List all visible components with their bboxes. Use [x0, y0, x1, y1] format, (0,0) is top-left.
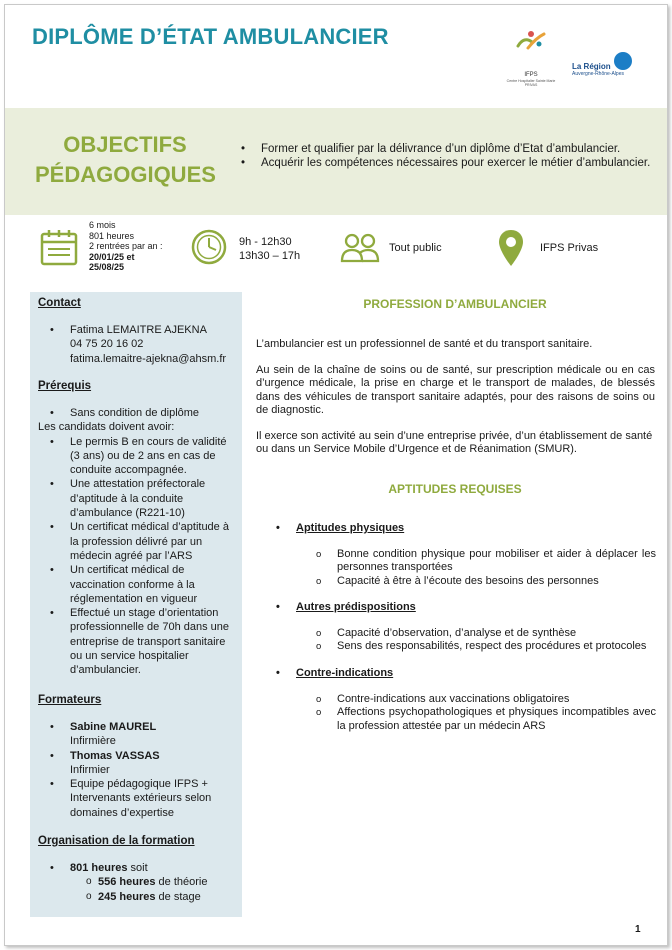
- formateur-item: [38, 749, 238, 778]
- total-hours-suffix: soit: [127, 862, 148, 874]
- schedule-line: 9h - 12h30: [239, 236, 292, 248]
- aptitude-group-title: • Autres prédispositions: [276, 601, 416, 613]
- aptitude-item: o Capacité à être à l’écoute des besoins des personnes: [316, 575, 656, 588]
- contact-list: [38, 323, 238, 366]
- prerequis-item: • Sans condition de diplôme: [38, 406, 238, 420]
- objectifs-list: [241, 142, 651, 170]
- region-logo-subtitle: Auvergne-Rhône-Alpes: [572, 71, 624, 77]
- sidebar: [30, 292, 242, 917]
- formateurs-list: [38, 720, 238, 820]
- info-bar: [0, 216, 672, 286]
- organisation-list: [38, 861, 238, 904]
- aptitude-item: o Capacité d’observation, d’analyse et de synthèse: [316, 627, 656, 640]
- theory-hours: 556 heures: [98, 876, 156, 889]
- aptitude-group-title: • Aptitudes physiques: [276, 522, 404, 534]
- contact-name: • Fatima LEMAITRE AJEKNA: [70, 324, 207, 336]
- formateur-item: • Equipe pédagogique IFPS + Intervenants extérieurs selon domaines d’expertise: [38, 777, 238, 820]
- aptitude-list: [316, 548, 656, 588]
- prerequis-item: • Un certificat médical d’aptitude à la profession délivré par un médecin agréé par l’ARS: [38, 520, 238, 563]
- prerequis-heading: Prérequis: [38, 380, 92, 392]
- contact-heading: Contact: [38, 297, 81, 309]
- region-logo-name: La Région: [572, 62, 611, 71]
- prerequis-item: • Effectué un stage d’orientation professionnelle de 70h dans une entreprise de transport sanitaire ou un service hospitalier d’ambulancier.: [38, 606, 238, 677]
- aptitude-item: o Contre-indications aux vaccinations obligatoires: [316, 693, 656, 706]
- aptitude-group-title: • Contre-indications: [276, 667, 393, 679]
- prerequis-item: • Une attestation préfectorale d’aptitude à la conduite d’ambulance (R221-10): [38, 477, 238, 520]
- aptitude-item: o Bonne condition physique pour mobiliser et aider à déplacer les personnes transportées: [316, 548, 656, 575]
- prerequis-list: [38, 406, 238, 678]
- contact-email: fatima.lemaitre-ajekna@ahsm.fr: [70, 352, 227, 365]
- prerequis-item: • Un certificat médical de vaccination conforme à la réglementation en vigueur: [38, 563, 238, 606]
- formateur-name: Sabine MAUREL: [70, 721, 157, 733]
- region-logo: [570, 52, 640, 82]
- schedule-info: [239, 235, 329, 263]
- ifps-logo-name: IFPS: [524, 72, 538, 78]
- objectifs-banner: [5, 108, 667, 215]
- ifps-logo-subtitle: Centre Hospitalier Sainte Marie PRIVAS: [506, 79, 556, 87]
- objectif-item: • Acquérir les compétences nécessaires pour exercer le métier d’ambulancier.: [241, 156, 651, 170]
- duration-info: [89, 220, 189, 273]
- aptitudes-heading: APTITUDES REQUISES: [388, 482, 522, 496]
- duration-line: 801 heures: [89, 230, 135, 241]
- region-logo-mark: [614, 52, 632, 70]
- ifps-logo: [500, 28, 562, 88]
- total-hours: 801 heures: [70, 862, 128, 874]
- schedule-line: 13h30 – 17h: [239, 250, 301, 262]
- duration-line: 6 mois: [89, 220, 116, 230]
- profession-heading: PROFESSION D’AMBULANCIER: [363, 297, 547, 311]
- clock-icon: [191, 229, 227, 265]
- formateur-role: Infirmier: [70, 763, 110, 776]
- profession-paragraph: Il exerce son activité au sein d’une entreprise privée, d’un établissement de santé ou dans un Service Mobile d’Urgence et de Réanimation (SMUR).: [256, 430, 653, 456]
- location-info: IFPS Privas: [540, 242, 599, 254]
- ifps-logo-mark: [514, 28, 548, 56]
- formateur-item: [38, 720, 238, 749]
- formateurs-heading: Formateurs: [38, 694, 102, 706]
- contact-item: [38, 323, 238, 366]
- stage-hours-suffix: de stage: [155, 890, 201, 903]
- organisation-theory: [38, 875, 238, 889]
- contact-phone: 04 75 20 16 02: [70, 338, 144, 351]
- formateur-role: Infirmière: [70, 735, 116, 748]
- organisation-heading: Organisation de la formation: [38, 835, 195, 847]
- objectifs-title: OBJECTIFS PÉDAGOGIQUES: [35, 132, 216, 187]
- theory-hours-suffix: de théorie: [155, 876, 208, 889]
- profession-paragraph: Au sein de la chaîne de soins ou de santé, sur prescription médicale ou en cas d’urgence médicale, la prise en charge et le transport de malades, de blessés dans des véhicules de transport sanitaire adaptés, pour des raisons de soins ou de diagnostic.: [256, 364, 655, 417]
- aptitude-list: [316, 693, 656, 733]
- profession-paragraph: L’ambulancier est un professionnel de santé et du transport sanitaire.: [256, 338, 593, 350]
- aptitude-list: [316, 627, 656, 654]
- page-number: 1: [635, 924, 641, 935]
- people-icon: [340, 233, 380, 263]
- rentree-dates: 20/01/25 et 25/08/25: [89, 251, 135, 272]
- stage-hours: 245 heures: [98, 890, 156, 903]
- audience-info: Tout public: [389, 242, 442, 254]
- calendar-icon: [40, 229, 78, 267]
- prerequis-item: • Le permis B en cours de validité (3 ans) ou de 2 ans en cas de conduite accompagnée.: [38, 435, 238, 478]
- aptitude-item: o Affections psychopathologiques et physiques incompatibles avec la profession attestée par un médecin ARS: [316, 706, 656, 733]
- objectif-item: • Former et qualifier par la délivrance d’un diplôme d’Etat d’ambulancier.: [241, 142, 651, 156]
- formateur-name: Thomas VASSAS: [70, 749, 160, 762]
- location-pin-icon: [498, 229, 524, 267]
- organisation-total: [38, 861, 238, 875]
- document-title: DIPLÔME D’ÉTAT AMBULANCIER: [32, 24, 389, 49]
- organisation-stage: [38, 890, 238, 904]
- prerequis-intro: Les candidats doivent avoir:: [38, 421, 175, 434]
- duration-line: 2 rentrées par an :: [89, 241, 163, 251]
- aptitude-item: o Sens des responsabilités, respect des procédures et protocoles: [316, 640, 656, 653]
